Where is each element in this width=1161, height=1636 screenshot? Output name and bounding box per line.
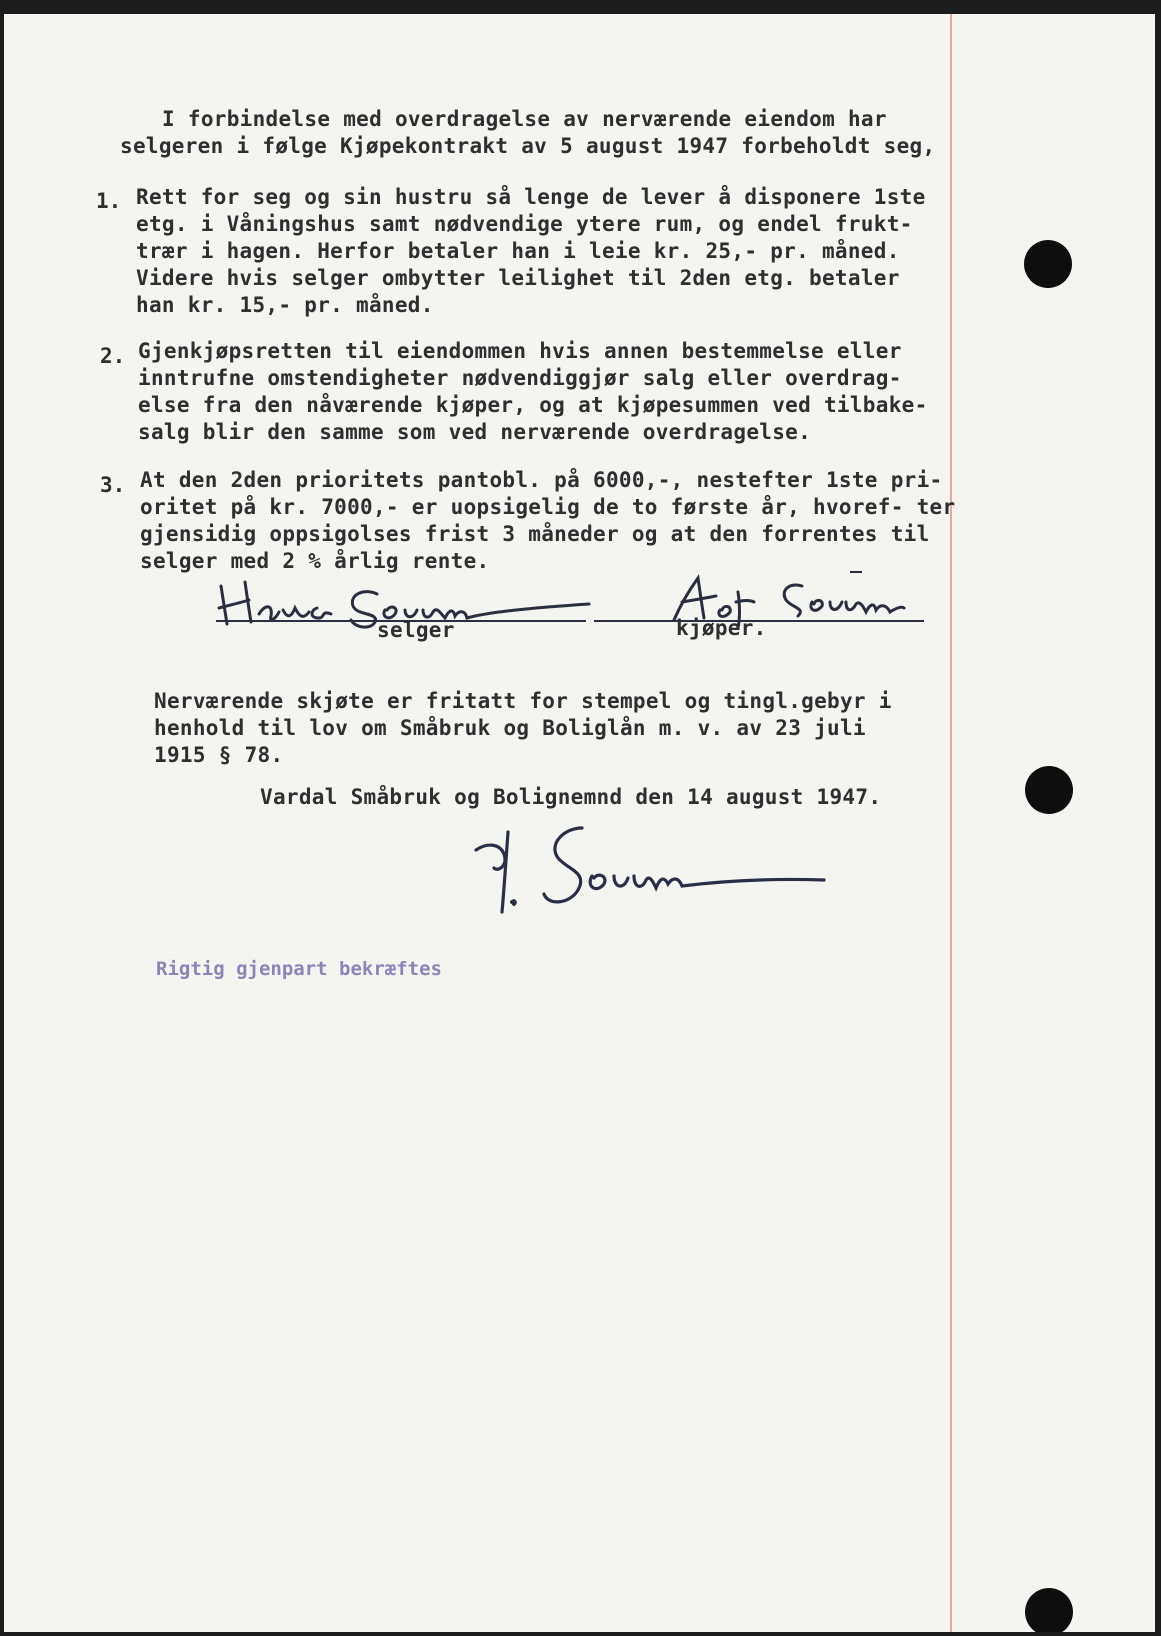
item-1-line-5: han kr. 15,- pr. måned. <box>136 293 434 317</box>
punch-hole-top <box>1024 240 1072 288</box>
item-2-line-2: inntrufne omstendigheter nødvendiggjør salg eller overdrag- <box>138 366 902 390</box>
item-3-line-4: selger med 2 % årlig rente. <box>140 549 490 573</box>
item-number: 3. <box>100 473 126 497</box>
certification-stamp: Rigtig gjenpart bekræftes <box>156 958 442 980</box>
punch-hole-bottom <box>1025 1588 1073 1632</box>
item-1-line-2: etg. i Våningshus samt nødvendige ytere rum, og endel frukt- <box>136 212 913 236</box>
item-2-line-4: salg blir den samme som ved nerværende overdragelse. <box>138 420 812 444</box>
item-1-line-1: Rett for seg og sin hustru så lenge de lever å disponere 1ste <box>136 185 926 209</box>
exemption-line-3: 1915 § 78. <box>154 743 284 767</box>
item-2-line-3: else fra den nåværende kjøper, og at kjøpesummen ved tilbake- <box>138 393 928 417</box>
intro-line-2: selgeren i følge Kjøpekontrakt av 5 august 1947 forbeholdt seg, <box>120 134 936 158</box>
item-1-line-4: Videre hvis selger ombytter leilighet til 2den etg. betaler <box>136 266 900 290</box>
item-3-line-2: oritet på kr. 7000,- er uopsigelig de to første år, hvoref- ter <box>140 495 956 519</box>
place-date: Vardal Småbruk og Bolignemnd den 14 august 1947. <box>260 785 882 809</box>
item-number: 1. <box>96 189 122 213</box>
item-3-line-3: gjensidig oppsigolses frist 3 måneder og at den forrentes til <box>140 522 930 546</box>
buyer-label: kjøper. <box>676 616 767 640</box>
item-2-line-1: Gjenkjøpsretten til eiendommen hvis annen bestemmelse eller <box>138 339 902 363</box>
exemption-line-1: Nerværende skjøte er fritatt for stempel og tingl.gebyr i <box>154 689 892 713</box>
item-1-line-3: trær i hagen. Herfor betaler han i leie kr. 25,- pr. måned. <box>136 239 900 263</box>
punch-hole-middle <box>1025 766 1073 814</box>
document-page <box>4 14 1155 1632</box>
seller-label: selger <box>377 618 455 642</box>
committee-signature <box>464 814 844 924</box>
item-number: 2. <box>100 344 126 368</box>
margin-line <box>950 14 952 1632</box>
intro-line-1: I forbindelse med overdragelse av nerværende eiendom har <box>162 107 887 131</box>
item-3-line-1: At den 2den prioritets pantobl. på 6000,-, nestefter 1ste pri- <box>140 468 943 492</box>
exemption-line-2: henhold til lov om Småbruk og Boliglån m. v. av 23 juli <box>154 716 866 740</box>
